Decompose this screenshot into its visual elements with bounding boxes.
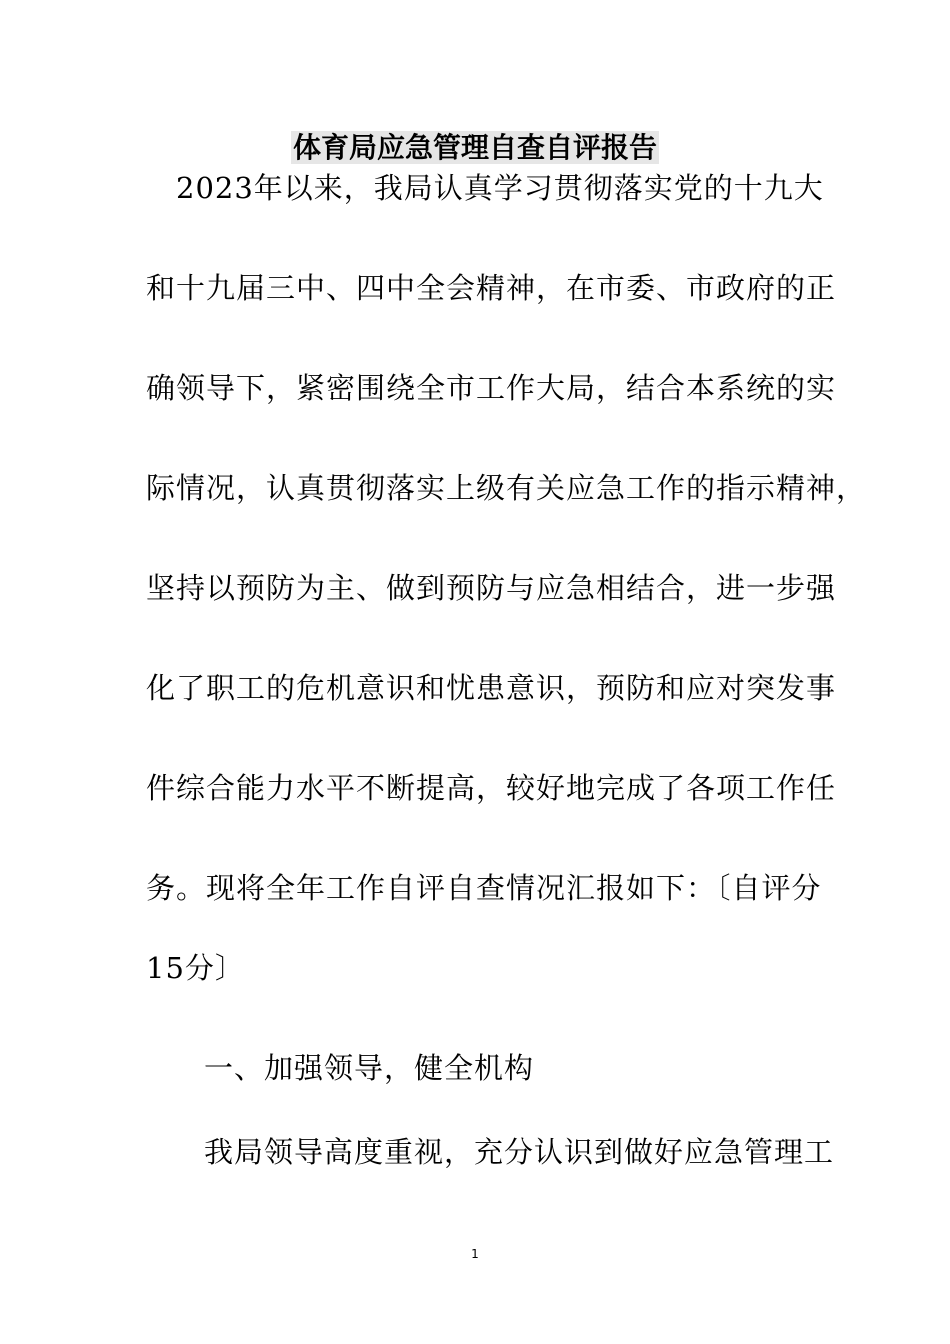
body-line-6: 化了职工的危机意识和忧患意识，预防和应对突发事 xyxy=(146,671,837,705)
body-line-8: 务。现将全年工作自评自查情况汇报如下：〔自评分 xyxy=(146,871,822,905)
document-title-text: 体育局应急管理自查自评报告 xyxy=(292,131,657,164)
section-heading-1: 一、加强领导，健全机构 xyxy=(204,1051,535,1085)
body-line-5: 坚持以预防为主、做到预防与应急相结合，进一步强 xyxy=(146,571,837,605)
page-number: 1 xyxy=(471,1247,479,1261)
body-line-10: 我局领导高度重视，充分认识到做好应急管理工 xyxy=(204,1135,835,1169)
body-line-4: 际情况，认真贯彻落实上级有关应急工作的指示精神， xyxy=(146,471,867,505)
body-line-9: 15分〕 xyxy=(146,951,245,985)
body-line-1: 2023年以来，我局认真学习贯彻落实党的十九大 xyxy=(176,171,824,205)
body-line-3: 确领导下，紧密围绕全市工作大局，结合本系统的实 xyxy=(146,371,837,405)
body-line-2: 和十九届三中、四中全会精神，在市委、市政府的正 xyxy=(146,271,837,305)
document-title xyxy=(0,128,950,168)
body-line-7: 件综合能力水平不断提高，较好地完成了各项工作任 xyxy=(146,771,837,805)
